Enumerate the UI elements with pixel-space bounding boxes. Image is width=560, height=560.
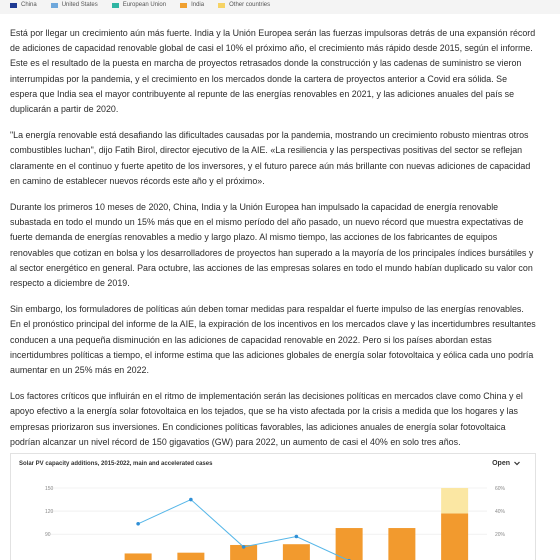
article-paragraph: Los factores críticos que influirán en el ritmo de implementación serán las decisiones políticas en mercados clave como China y el apoyo efectivo a la energía solar fotovoltaica en los tejados, que se ha visto afectada por la crisis a medida que los hogares y las empresas priorizaron sus inversiones. En condiciones políticas favorables, las adiciones anuales de energía solar fotovoltaica podrían alcanzar un nivel récord de 150 gigavatios (GW) para 2022, un aumento de casi el 40% en solo tres años. <box>10 391 523 447</box>
bar-main <box>336 528 363 560</box>
legend-label: European Union <box>122 2 167 8</box>
y2-tick-label: 20% <box>495 532 506 539</box>
legend-label: United States <box>61 2 98 8</box>
line-point <box>189 498 193 502</box>
y-tick-label: 90 <box>45 532 51 539</box>
article-paragraph: Está por llegar un crecimiento aún más fuerte. India y la Unión Europea serán las fuerzas impulsoras detrás de una expansión récord de adiciones de capacidad renovable global de casi el 10% el próximo año, el crecimiento más rápido desde 2015, según el informe. Este es el resultado de la puesta en marcha de proyectos retrasados donde la construcción y las cadenas de suministro se vieron interrumpidas por la pandemia, y el crecimiento en los mercados donde la cartera de proyectos anterior a Covid era sólida. Se espera que India sea el mayor contribuyente al repunte de las energías renovables en 2021, y las adiciones anuales del país se duplicarán a partir de 2020. <box>10 28 536 115</box>
line-point <box>295 535 299 539</box>
legend-item[interactable] <box>10 2 37 8</box>
legend-swatch <box>180 3 187 8</box>
legend-swatch <box>218 3 225 8</box>
bar-accelerated <box>441 488 468 513</box>
legend-item[interactable] <box>180 2 204 8</box>
legend-swatch <box>51 3 58 8</box>
legend-swatch <box>10 3 17 8</box>
legend-label: China <box>21 2 37 8</box>
bar-main <box>388 528 415 560</box>
article-paragraph: Sin embargo, los formuladores de políticas aún deben tomar medidas para respaldar el fuerte impulso de las energías renovables. En el pronóstico principal del informe de la AIE, la expiración de los incentivos en los mercados clave y las incertidumbres resultantes conducen a una pequeña disminución en las adiciones de capacidad renovable en 2022. Pero si los países abordan estas incertidumbres políticas a tiempo, el informe estima que las adiciones globales de energía solar fotovoltaica y eólica cada uno podría aumentar en un 25% más en 2022. <box>10 304 536 376</box>
chart-card <box>10 453 536 560</box>
legend-item[interactable] <box>112 2 166 8</box>
line-point <box>242 545 246 549</box>
legend-item[interactable] <box>51 2 98 8</box>
chart-plot <box>11 454 537 560</box>
bar-main <box>441 513 468 560</box>
article-paragraph: "La energía renovable está desafiando las dificultades causadas por la pandemia, mostrando un crecimiento robusto mientras otros combustibles luchan", dijo Fatih Birol, director ejecutivo de la AIE. «La resiliencia y las perspectivas positivas del sector se reflejan claramente en el continuo y fuerte apetito de los inversores, y el futuro parece aún más brillante con nuevas adiciones de capacidad en camino de establecer nuevos récords este año y el próximo». <box>10 130 531 186</box>
legend-label: India <box>191 2 205 8</box>
chevron-down-icon <box>513 459 521 467</box>
y2-tick-label: 60% <box>495 486 506 492</box>
legend-swatch <box>112 3 119 8</box>
chart-open-button[interactable] <box>492 459 521 467</box>
chart-open-label: Open <box>492 459 510 467</box>
bar-main <box>283 544 310 560</box>
bar-main <box>177 553 204 560</box>
chart-title: Solar PV capacity additions, 2015-2022, main and accelerated cases <box>19 461 213 467</box>
y2-tick-label: 40% <box>495 509 506 516</box>
y-tick-label: 120 <box>45 509 54 516</box>
y-tick-label: 150 <box>45 486 54 492</box>
article-body <box>10 26 536 461</box>
bar-main <box>125 553 152 560</box>
line-point <box>136 522 140 526</box>
legend-row <box>10 2 270 8</box>
legend-item[interactable] <box>218 2 270 8</box>
legend-label: Other countries <box>229 2 271 8</box>
chart-legend-bar <box>0 0 560 14</box>
article-paragraph: Durante los primeros 10 meses de 2020, China, India y la Unión Europea han impulsado la capacidad de energía renovable subastada en todo el mundo un 15% más que en el mismo período del año pasado, un nuevo récord que muestra expectativas de fuerte demanda de energías renovables a medio y largo plazo. Al mismo tiempo, las acciones de los fabricantes de equipos renovables que cotizan en bolsa y los desarrolladores de proyectos han superado a la mayoría de los principales índices bursátiles y al sector energético en general. Para octubre, las acciones de las empresas solares en todo el mundo habían duplicado su valor con respecto a diciembre de 2019. <box>10 202 534 289</box>
